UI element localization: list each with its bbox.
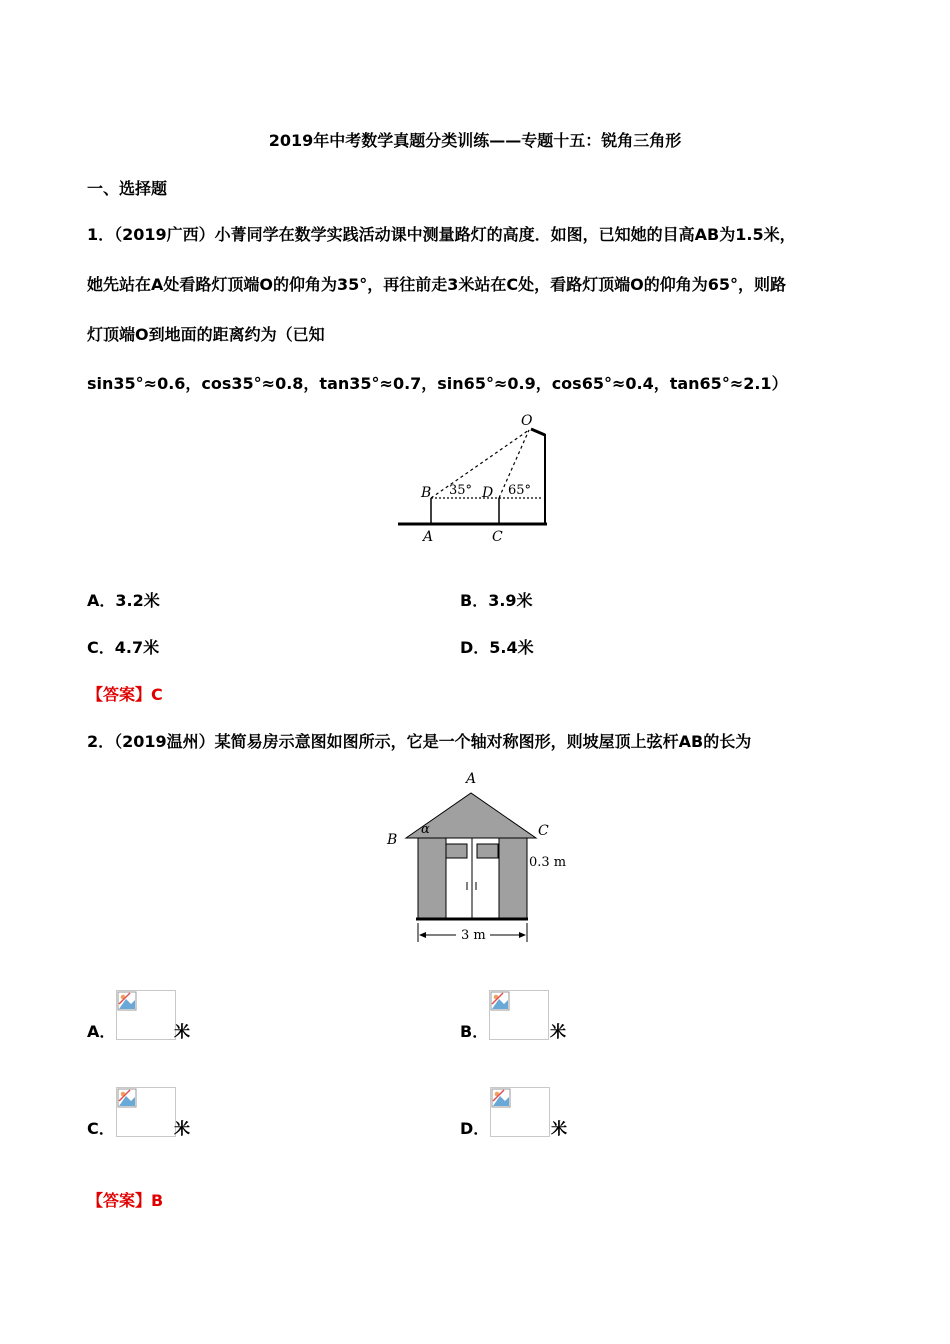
arrowhead-right (519, 932, 526, 938)
label-b: B (421, 485, 432, 501)
label-angle-65: 65° (508, 483, 532, 498)
q1-text-line2: 她先站在A处看路灯顶端O的仰角为35°，再往前走3米站在C处，看路灯顶端O的仰角为65°，则路 (87, 275, 786, 294)
q2-option-b-label[interactable]: B． (460, 1022, 489, 1041)
broken-image-icon (117, 1088, 137, 1108)
q1-text-line1: 1．（2019广西）小菁同学在数学实践活动课中测量路灯的高度．如图，已知她的目高AB为1.5米， (87, 225, 796, 244)
arrowhead-left (419, 932, 426, 938)
q2-option-d-label[interactable]: D． (460, 1119, 490, 1138)
broken-image-icon (117, 991, 137, 1011)
left-wall (418, 838, 446, 918)
q1-option-d[interactable]: D．5.4米 (460, 638, 534, 657)
q1-answer: 【答案】C (87, 685, 163, 704)
label-b: B (387, 832, 398, 848)
label-d: D (482, 485, 494, 501)
q2-option-b-unit: 米 (550, 1022, 567, 1041)
q2-option-c-unit: 米 (174, 1119, 191, 1138)
q1-option-a[interactable]: A．3.2米 (87, 591, 160, 610)
section-heading: 一、选择题 (87, 179, 168, 198)
q2-option-a-image (116, 990, 176, 1040)
q2-answer: 【答案】B (87, 1191, 164, 1210)
label-angle-35: 35° (449, 483, 473, 498)
page-title: 2019年中考数学真题分类训练——专题十五：锐角三角形 (268, 131, 682, 150)
q1-text-line3: 灯顶端O到地面的距离约为（已知 (87, 325, 325, 344)
label-a: A (466, 771, 477, 787)
q1-option-c[interactable]: C．4.7米 (87, 638, 160, 657)
q1-figure (390, 405, 560, 550)
q1-option-b[interactable]: B．3.9米 (460, 591, 533, 610)
broken-image-icon (491, 1088, 511, 1108)
q2-figure (380, 770, 580, 950)
q2-option-a-label[interactable]: A． (87, 1022, 116, 1041)
q1-text-line4: sin35°≈0.6，cos35°≈0.8，tan35°≈0.7，sin65°≈0.9，cos65°≈0.4，tan65°≈2.1） (87, 374, 788, 393)
label-height: 0.3 m (529, 855, 567, 870)
right-wall (499, 838, 527, 918)
q2-option-c-label[interactable]: C． (87, 1119, 115, 1138)
label-c: C (538, 823, 549, 839)
q2-option-c-image (116, 1087, 176, 1137)
label-alpha: α (421, 822, 430, 837)
q2-text-line1: 2．（2019温州）某简易房示意图如图所示，它是一个轴对称图形，则坡屋顶上弦杆AB的长为 (87, 732, 752, 751)
broken-image-icon (490, 991, 510, 1011)
window-right (477, 844, 498, 858)
q2-option-b-image (489, 990, 549, 1040)
q2-option-a-unit: 米 (174, 1022, 191, 1041)
label-width: 3 m (461, 928, 486, 943)
q2-option-d-unit: 米 (551, 1119, 568, 1138)
lamp-arm (531, 429, 545, 435)
label-c: C (492, 529, 503, 545)
label-a: A (423, 529, 434, 545)
label-o: O (521, 413, 533, 429)
q2-option-d-image (490, 1087, 550, 1137)
window-left (446, 844, 467, 858)
